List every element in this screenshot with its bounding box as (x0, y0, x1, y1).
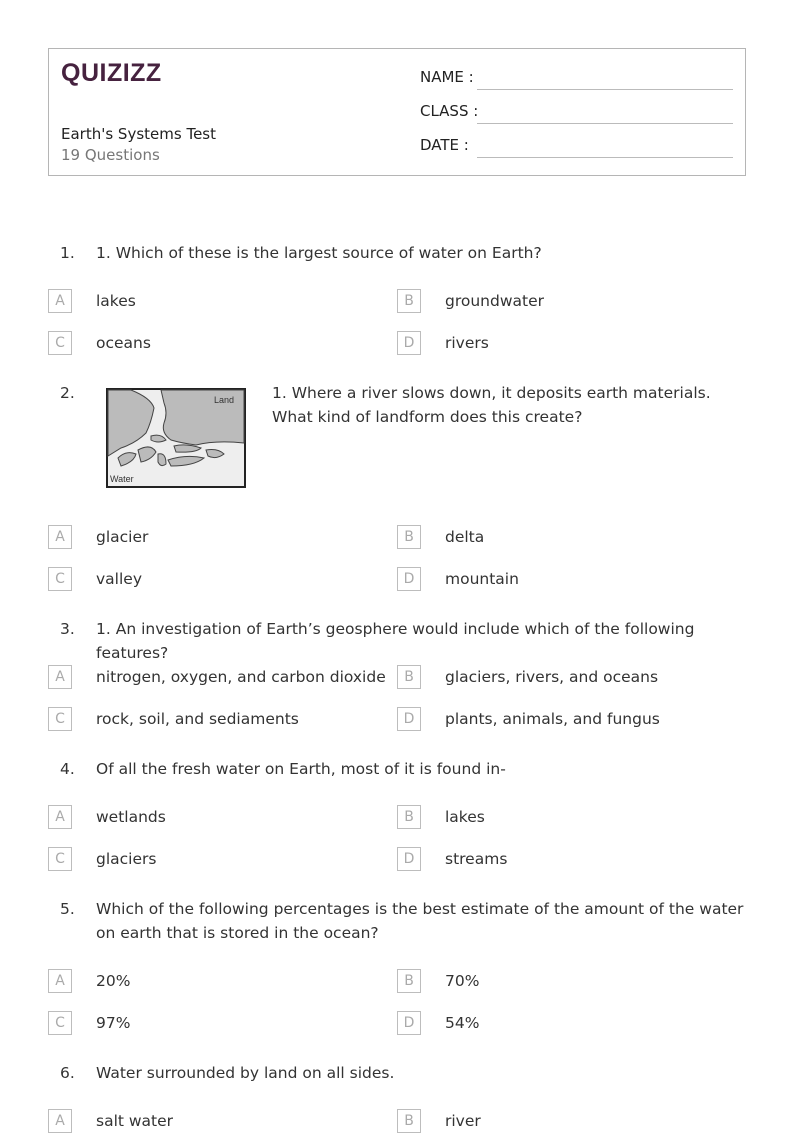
question-number: 4. (60, 760, 75, 778)
question-text: Which of the following percentages is the best estimate of the amount of the water on earth that is stored in the ocean? (96, 900, 744, 942)
question-number: 2. (60, 384, 75, 402)
option-letter-box[interactable]: D (397, 707, 421, 731)
option-text[interactable]: river (445, 1112, 481, 1130)
class-line[interactable] (477, 123, 733, 124)
option-letter-box[interactable]: A (48, 289, 72, 313)
question-number: 5. (60, 900, 75, 918)
option-text[interactable]: salt water (96, 1112, 174, 1130)
option-letter-box[interactable]: A (48, 665, 72, 689)
option-letter-box[interactable]: B (397, 289, 421, 313)
option-text[interactable]: rock, soil, and sediaments (96, 710, 299, 728)
option-text[interactable]: mountain (445, 570, 519, 588)
option-text[interactable]: 70% (445, 972, 480, 990)
water-label: Water (110, 474, 134, 484)
question-number: 6. (60, 1064, 75, 1082)
option-letter-box[interactable]: C (48, 567, 72, 591)
name-label: NAME : (420, 68, 474, 86)
option-letter-box[interactable]: D (397, 847, 421, 871)
option-letter-box[interactable]: C (48, 847, 72, 871)
question-text: Water surrounded by land on all sides. (96, 1064, 395, 1082)
option-letter-box[interactable]: D (397, 567, 421, 591)
date-line[interactable] (477, 157, 733, 158)
name-line[interactable] (477, 89, 733, 90)
option-text[interactable]: 20% (96, 972, 131, 990)
option-text[interactable]: 54% (445, 1014, 480, 1032)
question-number: 3. (60, 620, 75, 638)
option-text[interactable]: lakes (96, 292, 136, 310)
class-label: CLASS : (420, 102, 479, 120)
option-letter-box[interactable]: B (397, 1109, 421, 1133)
option-text[interactable]: 97% (96, 1014, 131, 1032)
question-number: 1. (60, 244, 75, 262)
land-label: Land (214, 395, 235, 405)
delta-diagram (106, 388, 246, 488)
option-letter-box[interactable]: A (48, 1109, 72, 1133)
option-text[interactable]: valley (96, 570, 142, 588)
option-text[interactable]: rivers (445, 334, 489, 352)
question-text: 1. Where a river slows down, it deposits earth materials. What kind of landform does this create? (272, 384, 711, 426)
option-letter-box[interactable]: B (397, 805, 421, 829)
option-letter-box[interactable]: A (48, 805, 72, 829)
option-text[interactable]: glaciers, rivers, and oceans (445, 668, 659, 686)
question-text: 1. Which of these is the largest source of water on Earth? (96, 244, 542, 262)
option-text[interactable]: nitrogen, oxygen, and carbon dioxide (96, 668, 386, 686)
option-letter-box[interactable]: B (397, 665, 421, 689)
question-text: Of all the fresh water on Earth, most of it is found in- (96, 760, 506, 778)
option-text[interactable]: groundwater (445, 292, 545, 310)
option-text[interactable]: streams (445, 850, 508, 868)
option-letter-box[interactable]: B (397, 969, 421, 993)
date-label: DATE : (420, 136, 469, 154)
option-text[interactable]: glaciers (96, 850, 157, 868)
option-letter-box[interactable]: D (397, 1011, 421, 1035)
option-letter-box[interactable]: D (397, 331, 421, 355)
option-text[interactable]: glacier (96, 528, 149, 546)
option-letter-box[interactable]: C (48, 1011, 72, 1035)
worksheet-header (48, 48, 746, 176)
option-letter-box[interactable]: C (48, 707, 72, 731)
option-letter-box[interactable]: A (48, 969, 72, 993)
option-text[interactable]: oceans (96, 334, 151, 352)
option-text[interactable]: plants, animals, and fungus (445, 710, 660, 728)
quizizz-logo: QUIZIZZ (61, 59, 162, 87)
option-text[interactable]: wetlands (96, 808, 166, 826)
option-letter-box[interactable]: B (397, 525, 421, 549)
option-letter-box[interactable]: A (48, 525, 72, 549)
option-letter-box[interactable]: C (48, 331, 72, 355)
question-text: 1. An investigation of Earth’s geosphere would include which of the following features? (96, 620, 695, 662)
worksheet-title: Earth's Systems Test (61, 125, 216, 143)
option-text[interactable]: lakes (445, 808, 485, 826)
question-count: 19 Questions (61, 146, 160, 164)
option-text[interactable]: delta (445, 528, 485, 546)
